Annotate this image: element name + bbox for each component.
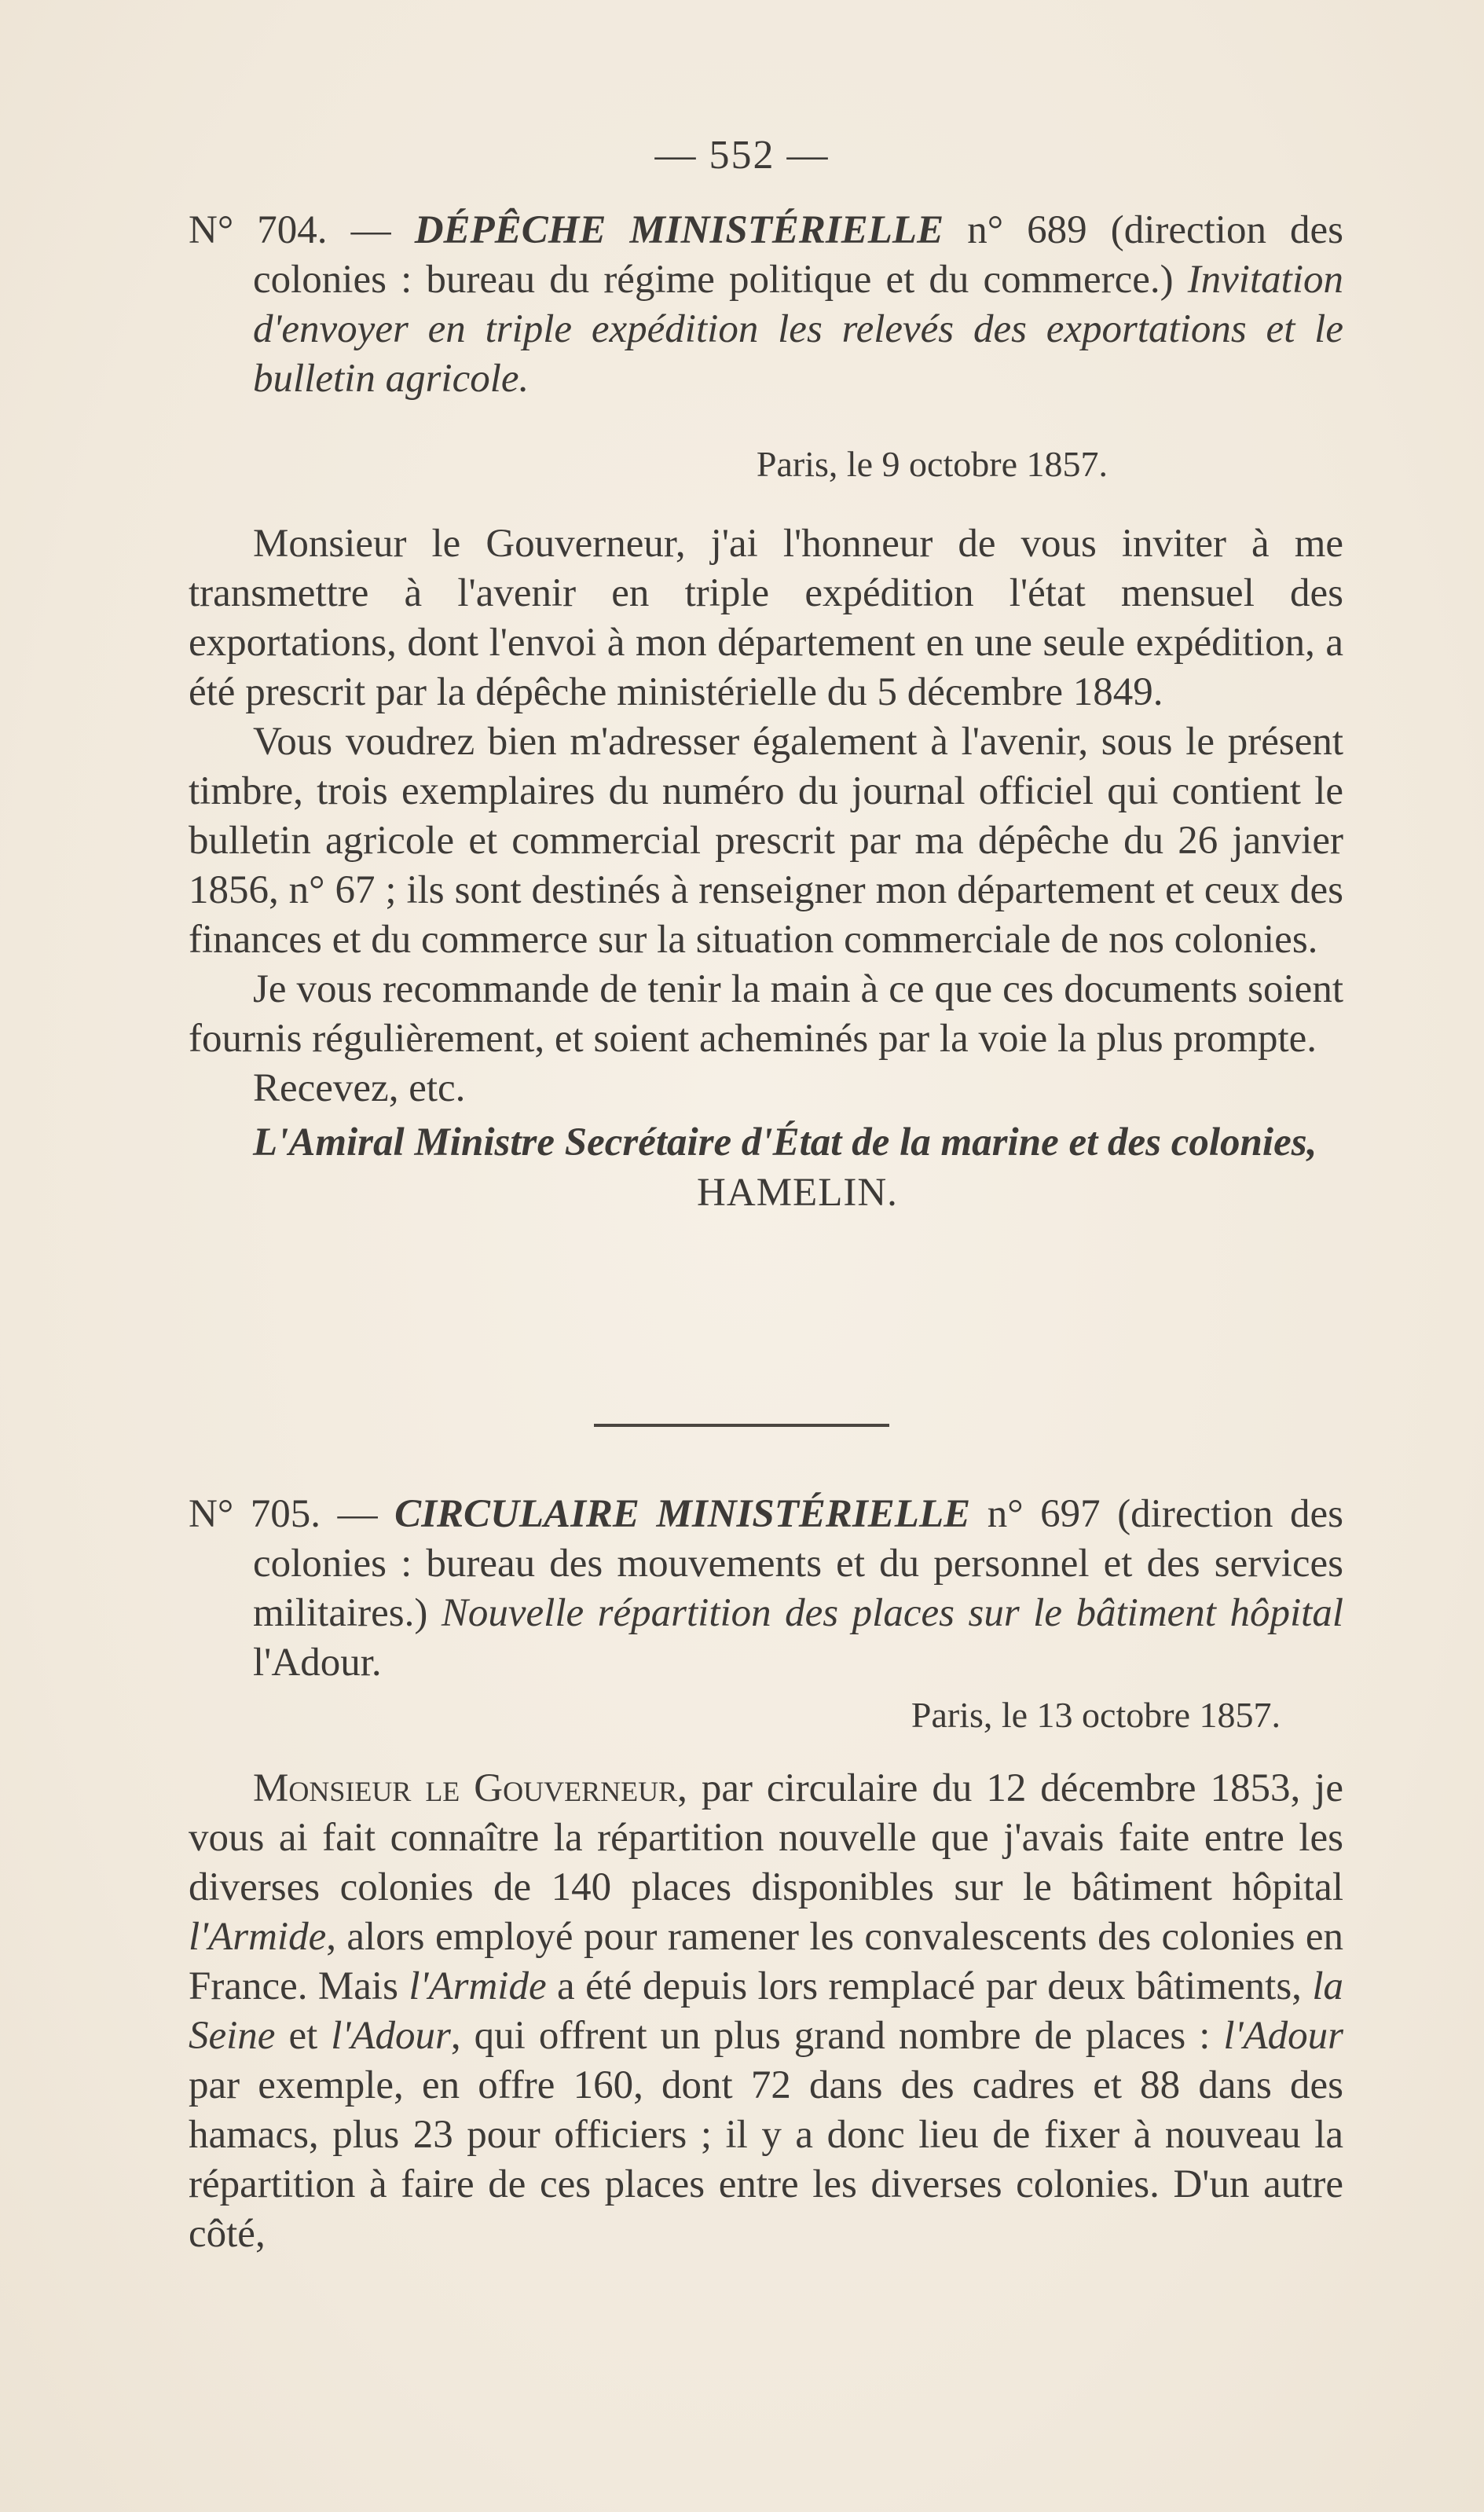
entry-705-ref: n° 697 (direction des colonies : bureau des mouvements et du personnel et des services militaires.) [253, 1492, 1343, 1635]
entry-705-text-b: , alors employé pour ramener les convalescents des colonies en France. Mais [189, 1915, 1343, 2008]
entry-705-heading [189, 1490, 1343, 1688]
entry-704 [189, 206, 1343, 1216]
entry-704-paragraph-1: Monsieur le Gouverneur, j'ai l'honneur de vous inviter à me transmettre à l'avenir en triple expédition l'état mensuel des exportations, dont l'envoi à mon département en une seule expédition, a été prescrit par la dépêche ministérielle du 5 décembre 1849. [189, 522, 1343, 714]
entry-704-paragraph-4: Recevez, etc. [253, 1066, 466, 1110]
ship-name-adour-2: l'Adour [1223, 2014, 1343, 2058]
entry-705-subject-tail: l'Adour. [253, 1641, 382, 1685]
ship-name-seine: la Seine [189, 1964, 1344, 2058]
entry-705-kind: CIRCULAIRE MINISTÉRIELLE [394, 1492, 971, 1536]
ship-name-adour: l'Adour [331, 2014, 451, 2058]
entry-705-number: N° 705. — [189, 1492, 378, 1536]
page-number: — 552 — [654, 133, 830, 178]
entry-705-text-a: par circulaire du 12 décembre 1853, je vous ai fait connaître la répartition nouvelle que j'avais faite entre les diverses colonies de 140 places disponibles sur le bâtiment hôpital [189, 1766, 1343, 1909]
ship-name-armide: l'Armide [189, 1915, 327, 1959]
entry-704-body [189, 519, 1343, 1113]
entry-704-date: Paris, le 9 octobre 1857. [756, 444, 1108, 484]
entry-704-signer-name: HAMELIN. [697, 1171, 898, 1215]
ship-name-armide-2: l'Armide [409, 1964, 547, 2008]
entry-705 [189, 1490, 1343, 2259]
section-divider [594, 1424, 889, 1427]
entry-704-paragraph-2: Vous voudrez bien m'adresser également à l'avenir, sous le présent timbre, trois exemplaires du numéro du journal officiel qui contient le bulletin agricole et commercial prescrit par ma dépêche du 26 janvier 1856, n° 67 ; ils sont destinés à renseigner mon département et ceux des finances et du commerce sur la situation commerciale de nos colonies. [189, 720, 1343, 962]
entry-704-ref: n° 689 (direction des colonies : bureau du régime politique et du commerce.) [253, 208, 1344, 302]
entry-704-heading [189, 206, 1343, 404]
entry-705-date: Paris, le 13 octobre 1857. [911, 1695, 1281, 1735]
entry-705-salutation: Monsieur le Gouverneur, [253, 1766, 687, 1810]
entry-705-paragraph-1 [189, 1764, 1343, 2259]
entry-705-text-e: , qui offrent un plus grand nombre de places : [450, 2014, 1211, 2058]
entry-704-number: N° 704. — [189, 208, 391, 252]
entry-704-subject: Invitation d'envoyer en triple expédition les relevés des exportations et le bulletin agricole. [253, 258, 1343, 401]
entry-705-text-c: a été depuis lors remplacé par deux bâtiments, [557, 1964, 1302, 2008]
entry-704-signer-title: L'Amiral Ministre Secrétaire d'État de la marine et des colonies, [253, 1120, 1317, 1164]
entry-704-kind: DÉPÊCHE MINISTÉRIELLE [414, 208, 944, 252]
entry-705-text-d: et [288, 2014, 318, 2058]
entry-704-paragraph-3: Je vous recommande de tenir la main à ce que ces documents soient fournis régulièrement, et soient acheminés par la voie la plus prompte. [189, 967, 1343, 1061]
entry-705-subject: Nouvelle répartition des places sur le bâtiment hôpital [441, 1591, 1343, 1635]
entry-705-text-f: par exemple, en offre 160, dont 72 dans des cadres et 88 dans des hamacs, plus 23 pour officiers ; il y a donc lieu de fixer à nouveau la répartition à faire de ces places entre les diverses colonies. D'un autre côté, [189, 2063, 1343, 2256]
